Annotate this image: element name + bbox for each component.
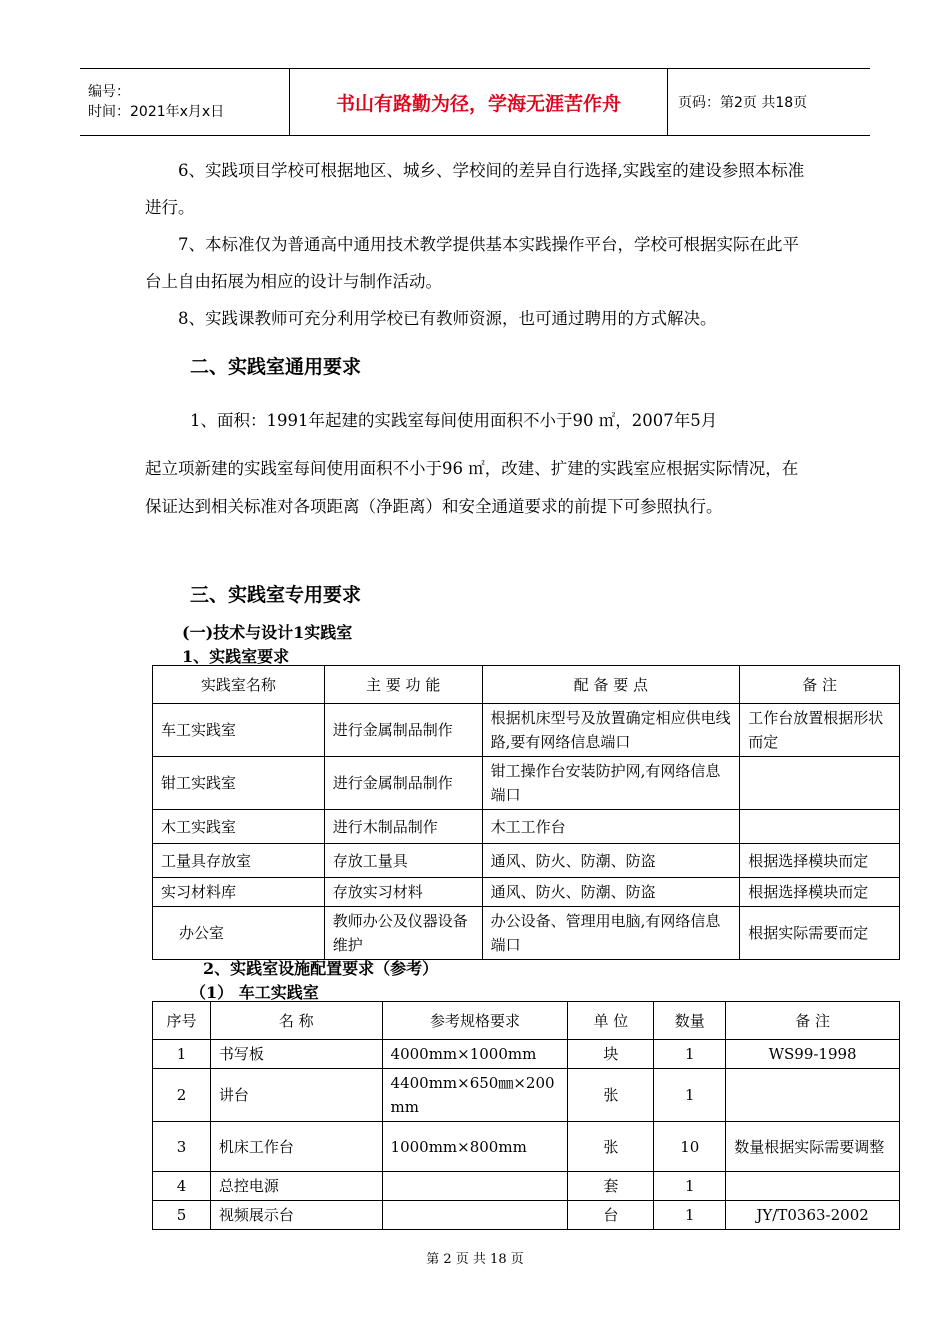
- table-cell: 办公设备、管理用电脑,有网络信息端口: [482, 907, 740, 960]
- table-cell: 1: [654, 1040, 726, 1069]
- table-row: [153, 1122, 900, 1172]
- table-header-cell: 数量: [654, 1002, 726, 1040]
- paragraph-6: 6、实践项目学校可根据地区、城乡、学校间的差异自行选择,实践室的建设参照本标准进行。: [145, 161, 805, 217]
- table-cell: 钳工操作台安装防护网,有网络信息端口: [482, 757, 740, 810]
- table-cell: 根据实际需要而定: [740, 907, 900, 960]
- table-cell: 数量根据实际需要调整: [726, 1122, 900, 1172]
- table-cell: JY/T0363-2002: [726, 1201, 900, 1230]
- table-cell: 进行金属制品制作: [324, 757, 482, 810]
- table-cell: [382, 1172, 568, 1201]
- paragraph-7: 7、本标准仅为普通高中通用技术教学提供基本实践操作平台，学校可根据实际在此平台上自由拓展为相应的设计与制作活动。: [145, 235, 799, 291]
- table-cell: 根据选择模块而定: [740, 878, 900, 907]
- table-cell: 办公室: [153, 907, 325, 960]
- table-cell: 1: [153, 1040, 211, 1069]
- table-row: [153, 1201, 900, 1230]
- table-cell: 实习材料库: [153, 878, 325, 907]
- table-cell: 钳工实践室: [153, 757, 325, 810]
- table-header-cell: 备 注: [740, 666, 900, 704]
- subsection-room-requirements: 1、实践室要求: [182, 647, 290, 666]
- table-cell: 木工实践室: [153, 810, 325, 844]
- table-header-cell: 名 称: [210, 1002, 382, 1040]
- table-cell: 机床工作台: [210, 1122, 382, 1172]
- table-cell: [726, 1069, 900, 1122]
- table-cell: 张: [568, 1069, 654, 1122]
- table-row: [153, 757, 900, 810]
- table-header-cell: 序号: [153, 1002, 211, 1040]
- table-row: [153, 1069, 900, 1122]
- table-cell: [726, 1172, 900, 1201]
- table-cell: 4: [153, 1172, 211, 1201]
- table-header-row: [153, 666, 900, 704]
- table-cell: 2: [153, 1069, 211, 1122]
- section-2-title: 二、实践室通用要求: [190, 356, 362, 378]
- subsection-lathe-room: （1） 车工实践室: [190, 983, 319, 1002]
- table-cell: 讲台: [210, 1069, 382, 1122]
- table-cell: 块: [568, 1040, 654, 1069]
- table-cell: 10: [654, 1122, 726, 1172]
- area-paragraph: 起立项新建的实践室每间使用面积不小于96 ㎡，改建、扩建的实践室应根据实际情况，在保证达到相关标准对各项距离（净距离）和安全通道要求的前提下可参照执行。: [145, 459, 799, 516]
- table-cell: 木工工作台: [482, 810, 740, 844]
- table-cell: 套: [568, 1172, 654, 1201]
- section-3-title: 三、实践室专用要求: [190, 584, 362, 606]
- table-cell: 1: [654, 1172, 726, 1201]
- table-cell: 工量具存放室: [153, 844, 325, 878]
- page-footer: 第 2 页 共 18 页: [426, 1252, 524, 1267]
- table-row: [153, 907, 900, 960]
- table-header-cell: 实践室名称: [153, 666, 325, 704]
- table-cell: 存放工量具: [324, 844, 482, 878]
- table-header-cell: 备 注: [726, 1002, 900, 1040]
- table-row: [153, 1040, 900, 1069]
- table-cell: WS99-1998: [726, 1040, 900, 1069]
- table-cell: 台: [568, 1201, 654, 1230]
- table-cell: 4000mm×1000mm: [382, 1040, 568, 1069]
- table-row: [153, 878, 900, 907]
- table-header-row: [153, 1002, 900, 1040]
- header-page-number: 页码：第2页 共18页: [668, 69, 871, 136]
- room-requirements-table: [152, 665, 900, 960]
- table-cell: 视频展示台: [210, 1201, 382, 1230]
- table-cell: 1: [654, 1201, 726, 1230]
- header-motto: 书山有路勤为径，学海无涯苦作舟: [290, 69, 668, 136]
- table-cell: 1000mm×800mm: [382, 1122, 568, 1172]
- table-cell: 书写板: [210, 1040, 382, 1069]
- page-header: [80, 68, 870, 136]
- table-cell: [382, 1201, 568, 1230]
- table-cell: 通风、防火、防潮、防盗: [482, 878, 740, 907]
- table-cell: 进行木制品制作: [324, 810, 482, 844]
- table-cell: 1: [654, 1069, 726, 1122]
- subsection-facility-config: 2、实践室设施配置要求（参考）: [203, 959, 439, 978]
- table-cell: 教师办公及仪器设备维护: [324, 907, 482, 960]
- lathe-equipment-table: [152, 1001, 900, 1230]
- table-cell: 5: [153, 1201, 211, 1230]
- table-header-cell: 配 备 要 点: [482, 666, 740, 704]
- table-cell: 3: [153, 1122, 211, 1172]
- table-cell: 根据机床型号及放置确定相应供电线路,要有网络信息端口: [482, 704, 740, 757]
- header-number: 编号：: [88, 84, 130, 100]
- table-row: [153, 844, 900, 878]
- table-cell: 进行金属制品制作: [324, 704, 482, 757]
- table-cell: 根据选择模块而定: [740, 844, 900, 878]
- table-cell: [740, 810, 900, 844]
- table-row: [153, 704, 900, 757]
- table-row: [153, 810, 900, 844]
- table-cell: 工作台放置根据形状而定: [740, 704, 900, 757]
- table-cell: [740, 757, 900, 810]
- table-header-cell: 主 要 功 能: [324, 666, 482, 704]
- table-header-cell: 参考规格要求: [382, 1002, 568, 1040]
- table-cell: 存放实习材料: [324, 878, 482, 907]
- table-cell: 总控电源: [210, 1172, 382, 1201]
- table-cell: 车工实践室: [153, 704, 325, 757]
- table-cell: 张: [568, 1122, 654, 1172]
- table-cell: 通风、防火、防潮、防盗: [482, 844, 740, 878]
- area-line-1: 1、面积：1991年起建的实践室每间使用面积不小于90 ㎡，2007年5月: [190, 411, 718, 430]
- paragraph-8: 8、实践课教师可充分利用学校已有教师资源，也可通过聘用的方式解决。: [178, 309, 717, 328]
- table-header-cell: 单 位: [568, 1002, 654, 1040]
- subsection-tech-design: (一)技术与设计1实践室: [182, 623, 353, 642]
- table-cell: 4400mm×650㎜×200mm: [382, 1069, 568, 1122]
- table-row: [153, 1172, 900, 1201]
- header-meta: [80, 69, 290, 136]
- header-time: 时间：2021年x月x日: [88, 104, 225, 120]
